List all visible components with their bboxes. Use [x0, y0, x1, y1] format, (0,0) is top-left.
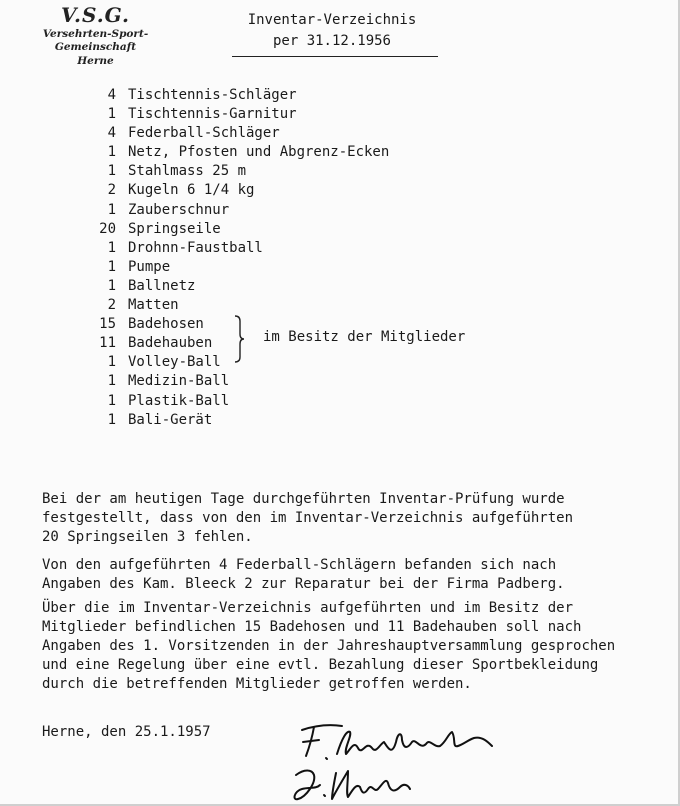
inventory-item-name: Pumpe [128, 258, 171, 275]
inventory-quantity: 4 [107, 125, 116, 142]
club-abbreviation: V.S.G. [60, 3, 130, 27]
inventory-item-name: Volley-Ball [128, 354, 221, 371]
inventory-item [90, 86, 389, 105]
inventory-quantity: 1 [107, 201, 116, 218]
inventory-item [90, 392, 389, 411]
inventory-item [90, 181, 389, 200]
inventory-quantity: 1 [107, 411, 116, 428]
inventory-item-name: Matten [128, 297, 179, 314]
club-name: Versehrten-Sport-Gemeinschaft [42, 28, 149, 53]
inventory-list [90, 86, 389, 430]
club-city: Herne [77, 55, 114, 67]
inventory-item-name: Stahlmass 25 m [128, 163, 247, 180]
inventory-item-name: Tischtennis-Garnitur [128, 106, 297, 123]
inventory-item-name: Bali-Gerät [128, 411, 213, 428]
inventory-item [90, 372, 389, 391]
inventory-item [90, 277, 389, 296]
inventory-item [90, 220, 389, 239]
inventory-item-name: Medizin-Ball [128, 373, 230, 390]
inventory-item [90, 201, 389, 220]
signature-winkel [288, 763, 413, 803]
inventory-item-name: Plastik-Ball [128, 392, 230, 409]
inventory-item [90, 124, 389, 143]
inventory-quantity: 1 [107, 258, 116, 275]
inventory-item [90, 143, 389, 162]
inventory-item [90, 411, 389, 430]
document-heading [232, 10, 432, 52]
inventory-item [90, 162, 389, 181]
inventory-quantity: 1 [107, 106, 116, 123]
inventory-quantity: 4 [107, 87, 116, 103]
inventory-item-name: Drohnn-Faustball [128, 239, 263, 256]
inventory-quantity: 1 [107, 277, 116, 294]
inventory-item-name: Tischtennis-Schläger [128, 87, 297, 103]
brace-note: im Besitz der Mitglieder [263, 329, 466, 345]
document-title: Inventar-Verzeichnis [247, 12, 417, 28]
inventory-item-name: Netz, Pfosten und Abgrenz-Ecken [128, 144, 390, 161]
club-letterhead [8, 4, 183, 68]
inventory-item-name: Badehosen [128, 316, 204, 333]
signature-engelhardt [292, 718, 497, 764]
place-date: Herne, den 25.1.1957 [42, 724, 211, 740]
inventory-item [90, 258, 389, 277]
paragraph-racket-repair: Von den aufgeführten 4 Federball-Schlägern befanden sich nach Angaben des Kam. Bleeck 2 zur Reparatur bei der Firma Padberg. [42, 557, 565, 592]
inventory-quantity: 15 [99, 316, 116, 333]
inventory-item-name: Zauberschnur [128, 201, 230, 218]
inventory-quantity: 1 [107, 354, 116, 371]
inventory-item-name: Kugeln 6 1/4 kg [128, 182, 255, 199]
inventory-quantity: 2 [107, 182, 116, 199]
inventory-quantity: 1 [107, 163, 116, 180]
inventory-quantity: 11 [99, 335, 116, 352]
paragraph-swimwear-regulation: Über die im Inventar-Verzeichnis aufgeführten und im Besitz der Mitglieder befindlichen 15 Badehosen und 11 Badehauben soll nach Angaben des 1. Vorsitzenden in der Jahreshauptversammlung gesprochen und eine Regelung über eine evtl. Bezahlung dieser Sportbekleidung durch die betreffenden Mitglieder getroffen werden. [42, 600, 616, 692]
inventory-quantity: 1 [107, 373, 116, 390]
inventory-item-name: Federball-Schläger [128, 125, 280, 142]
inventory-quantity: 1 [107, 392, 116, 409]
inventory-quantity: 1 [107, 239, 116, 256]
inventory-item [90, 239, 389, 258]
paragraph-missing-ropes: Bei der am heutigen Tage durchgeführten Inventar-Prüfung wurde festgestellt, dass von den im Inventar-Verzeichnis aufgeführten 20 Springseilen 3 fehlen. [42, 491, 574, 545]
inventory-item-name: Ballnetz [128, 277, 196, 294]
inventory-item-name: Badehauben [128, 335, 213, 352]
inventory-quantity: 20 [99, 220, 116, 237]
inventory-item-name: Springseile [128, 220, 221, 237]
inventory-item [90, 296, 389, 315]
document-date: per 31.12.1956 [272, 33, 391, 49]
inventory-quantity: 2 [107, 297, 116, 314]
inventory-quantity: 1 [107, 144, 116, 161]
inventory-item [90, 105, 389, 124]
curly-brace-icon [232, 315, 246, 363]
title-underline [232, 56, 438, 57]
